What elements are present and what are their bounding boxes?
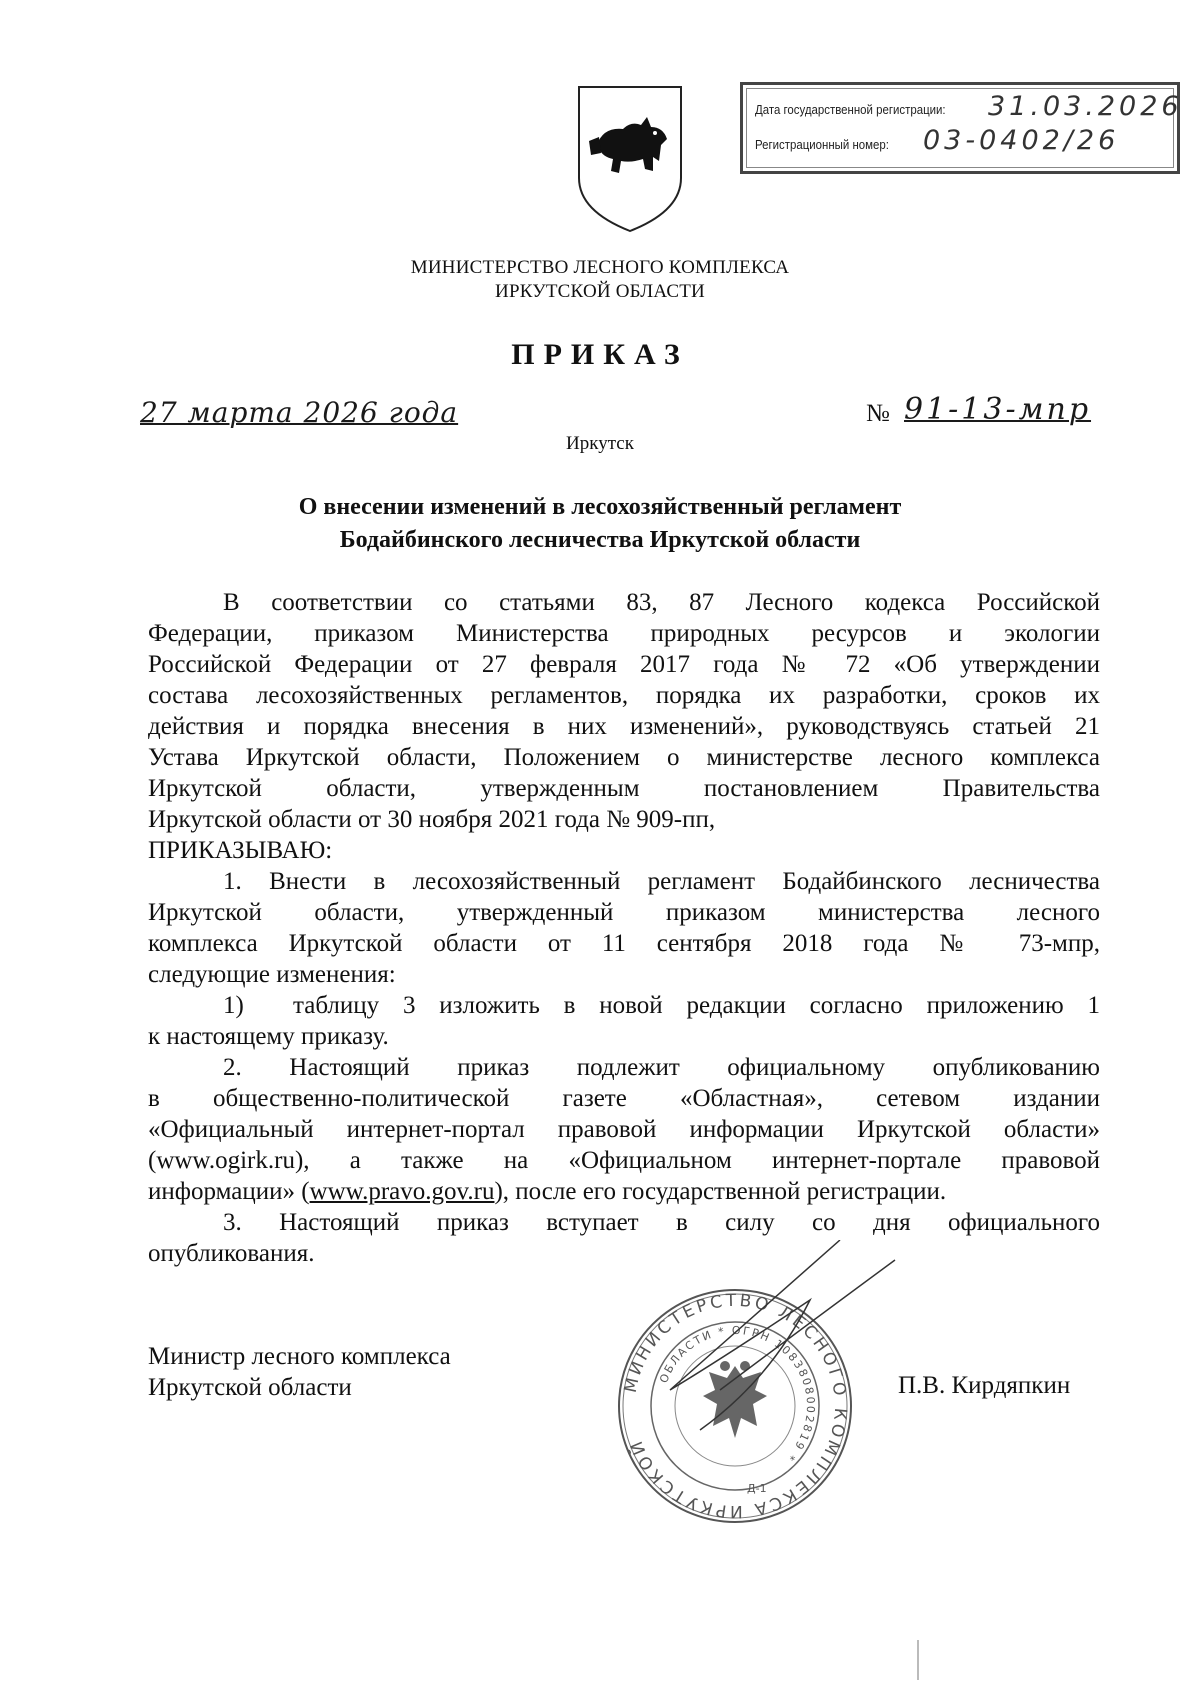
document-title-line1: О внесении изменений в лесохозяйственный регламент [298,494,902,520]
item3-line: опубликования. [148,1240,315,1267]
preamble-line: действия и порядка внесения в них изменений», руководствуясь статьей 21 [148,713,1100,740]
item2-line: 2. Настоящий приказ подлежит официальному опубликованию [223,1054,1100,1081]
preamble [148,587,1100,1269]
seal-outer-text: МИНИСТЕРСТВО ЛЕСНОГО КОМПЛЕКСА ИРКУТСКОЙ [620,1290,851,1522]
preamble-line: Российской Федерации от 27 февраля 2017 года № 72 «Об утверждении [148,651,1100,678]
seal-bottom-text: Д-1 [747,1482,767,1495]
city: Иркутск [566,433,634,454]
pravo-link[interactable]: www.pravo.gov.ru [309,1178,495,1205]
order-date: 27 марта 2026 года [140,396,459,429]
order-number: 91-13-мпр [904,392,1092,427]
document-type: ПРИКАЗ [511,338,689,371]
item3-line: 3. Настоящий приказ вступает в силу со дня официального [223,1209,1100,1236]
preamble-line: Федерации, приказом Министерства природных ресурсов и экологии [148,620,1100,647]
registration-stamp [740,82,1183,174]
document-title-line2: Бодайбинского лесничества Иркутской области [339,527,861,553]
handwritten-signature [660,1240,910,1460]
item2-line: «Официальный интернет-портал правовой информации Иркутской области» [148,1116,1100,1143]
registration-number-label: Регистрационный номер: [755,137,889,152]
item1-line: комплекса Иркутской области от 11 сентября 2018 года № 73-мпр, [148,930,1100,957]
registration-date-value: 31.03.2026 [988,91,1183,122]
item2-prefix: информации» ( [148,1178,310,1205]
item1-sub-number: 1) [223,992,244,1019]
item1-sub-line: таблицу 3 изложить в новой редакции согласно приложению 1 [293,992,1100,1019]
registration-number-value: 03-0402/26 [923,125,1120,156]
signatory-position-line1: Министр лесного комплекса [148,1343,451,1370]
coat-of-arms-icon [575,83,685,235]
signatory-name: П.В. Кирдяпкин [898,1372,1071,1399]
item1-line: 1. Внести в лесохозяйственный регламент Бодайбинского лесничества [223,868,1100,895]
registration-date-label: Дата государственной регистрации: [755,102,946,117]
item2-line: (www.ogirk.ru), а также на «Официальном интернет-портале правовой [148,1147,1100,1174]
number-sign: № [866,400,890,427]
item2-suffix: ), после его государственной регистрации. [494,1178,947,1205]
preamble-line: В соответствии со статьями 83, 87 Лесного кодекса Российской [223,589,1100,616]
scan-mark [917,1640,919,1680]
preamble-line: состава лесохозяйственных регламентов, порядка их разработки, сроков их [148,682,1100,709]
item1-line: Иркутской области, утвержденный приказом министерства лесного [148,899,1100,926]
preamble-line: Иркутской области от 30 ноября 2021 года № 909-пп, [148,806,716,833]
preamble-line: Устава Иркутской области, Положением о министерстве лесного комплекса [148,744,1100,771]
signatory-position [148,1341,451,1403]
item1-sub [148,990,1100,1021]
ministry-name-line1: МИНИСТЕРСТВО ЛЕСНОГО КОМПЛЕКСА [410,257,790,278]
item2-last-line [148,1176,1100,1207]
item2-line: в общественно-политической газете «Областная», сетевом издании [148,1085,1100,1112]
signatory-position-line2: Иркутской области [148,1374,352,1401]
order-word: ПРИКАЗЫВАЮ: [148,837,333,864]
preamble-line: Иркутской области, утвержденным постановлением Правительства [148,775,1100,802]
seal-inner-text: ОБЛАСТИ * ОГРН 1083808002819 * [657,1323,818,1465]
item1-sub-line: к настоящему приказу. [148,1023,389,1050]
item1-line: следующие изменения: [148,961,396,988]
ministry-name-line2: ИРКУТСКОЙ ОБЛАСТИ [495,281,705,302]
